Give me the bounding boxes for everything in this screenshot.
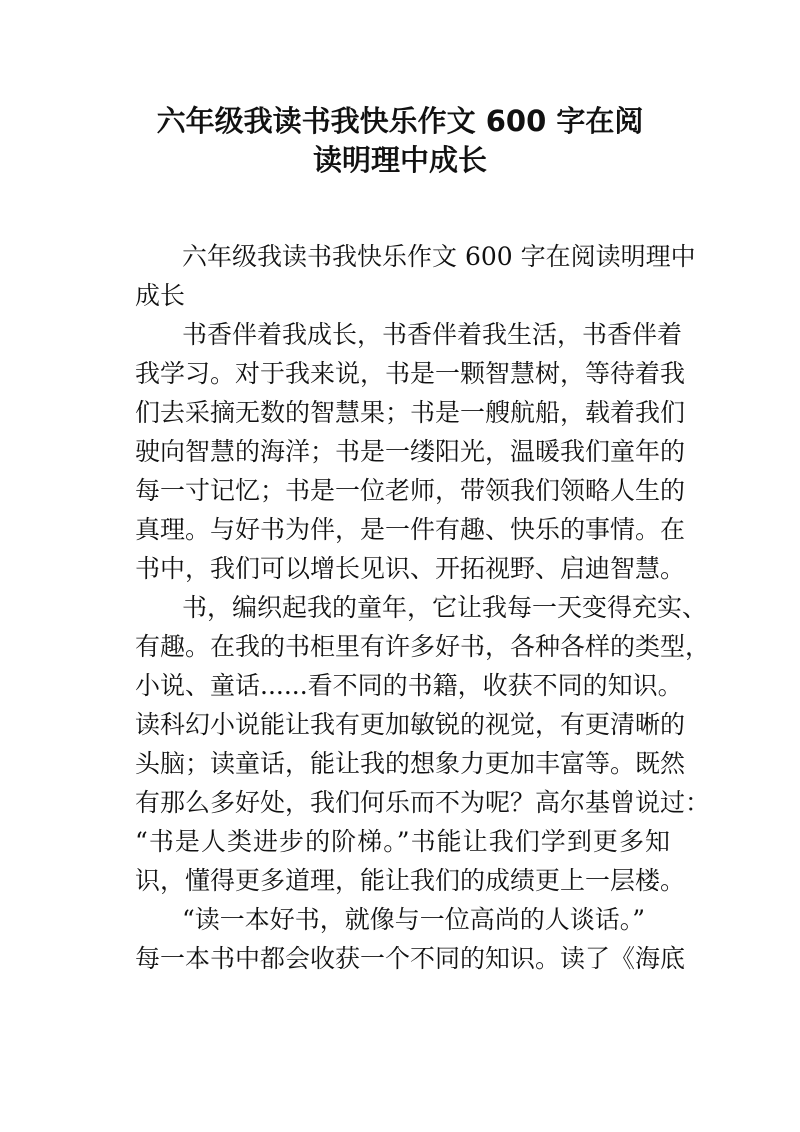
text-line: “书是人类进步的阶梯。”书能让我们学到更多知 bbox=[135, 827, 670, 856]
paragraph-book-fragrance bbox=[135, 315, 686, 588]
text-line: 每一寸记忆；书是一位老师，带领我们领略人生的 bbox=[135, 476, 686, 505]
text-line: “读一本好书，就像与一位高尚的人谈话。” bbox=[182, 905, 646, 934]
document-title bbox=[100, 97, 700, 175]
title-line: 读明理中成长 bbox=[312, 143, 487, 177]
text-line: 们去采摘无数的智慧果；书是一艘航船，载着我们 bbox=[135, 398, 686, 427]
text-line: 我学习。对于我来说，书是一颗智慧树，等待着我 bbox=[135, 359, 686, 388]
text-line: 有趣。在我的书柜里有许多好书，各种各样的类型， bbox=[135, 632, 711, 661]
text-line: 驶向智慧的海洋；书是一缕阳光，温暖我们童年的 bbox=[135, 437, 686, 466]
text-line: 小说、童话......看不同的书籍，收获不同的知识。 bbox=[135, 671, 683, 700]
paragraph-childhood bbox=[135, 588, 711, 900]
text-line: 每一本书中都会收获一个不同的知识。读了《海底 bbox=[135, 944, 686, 973]
text-line: 书，编织起我的童年，它让我每一天变得充实、 bbox=[182, 593, 708, 622]
text-line: 成长 bbox=[135, 281, 186, 310]
text-line: 头脑；读童话，能让我的想象力更加丰富等。既然 bbox=[135, 749, 686, 778]
paragraph-good-book bbox=[135, 900, 686, 978]
text-line: 六年级我读书我快乐作文 600 字在阅读明理中 bbox=[182, 242, 696, 271]
paragraph-subtitle bbox=[135, 237, 696, 315]
text-line: 真理。与好书为伴，是一件有趣、快乐的事情。在 bbox=[135, 515, 686, 544]
document-body bbox=[135, 237, 711, 978]
text-line: 书香伴着我成长，书香伴着我生活，书香伴着 bbox=[182, 320, 683, 349]
text-line: 书中，我们可以增长见识、开拓视野、启迪智慧。 bbox=[135, 554, 686, 583]
text-line: 读科幻小说能让我有更加敏锐的视觉，有更清晰的 bbox=[135, 710, 686, 739]
title-line: 六年级我读书我快乐作文 600 字在阅 bbox=[156, 104, 644, 138]
text-line: 识，懂得更多道理，能让我们的成绩更上一层楼。 bbox=[135, 866, 686, 895]
text-line: 有那么多好处，我们何乐而不为呢？高尔基曾说过： bbox=[135, 788, 711, 817]
